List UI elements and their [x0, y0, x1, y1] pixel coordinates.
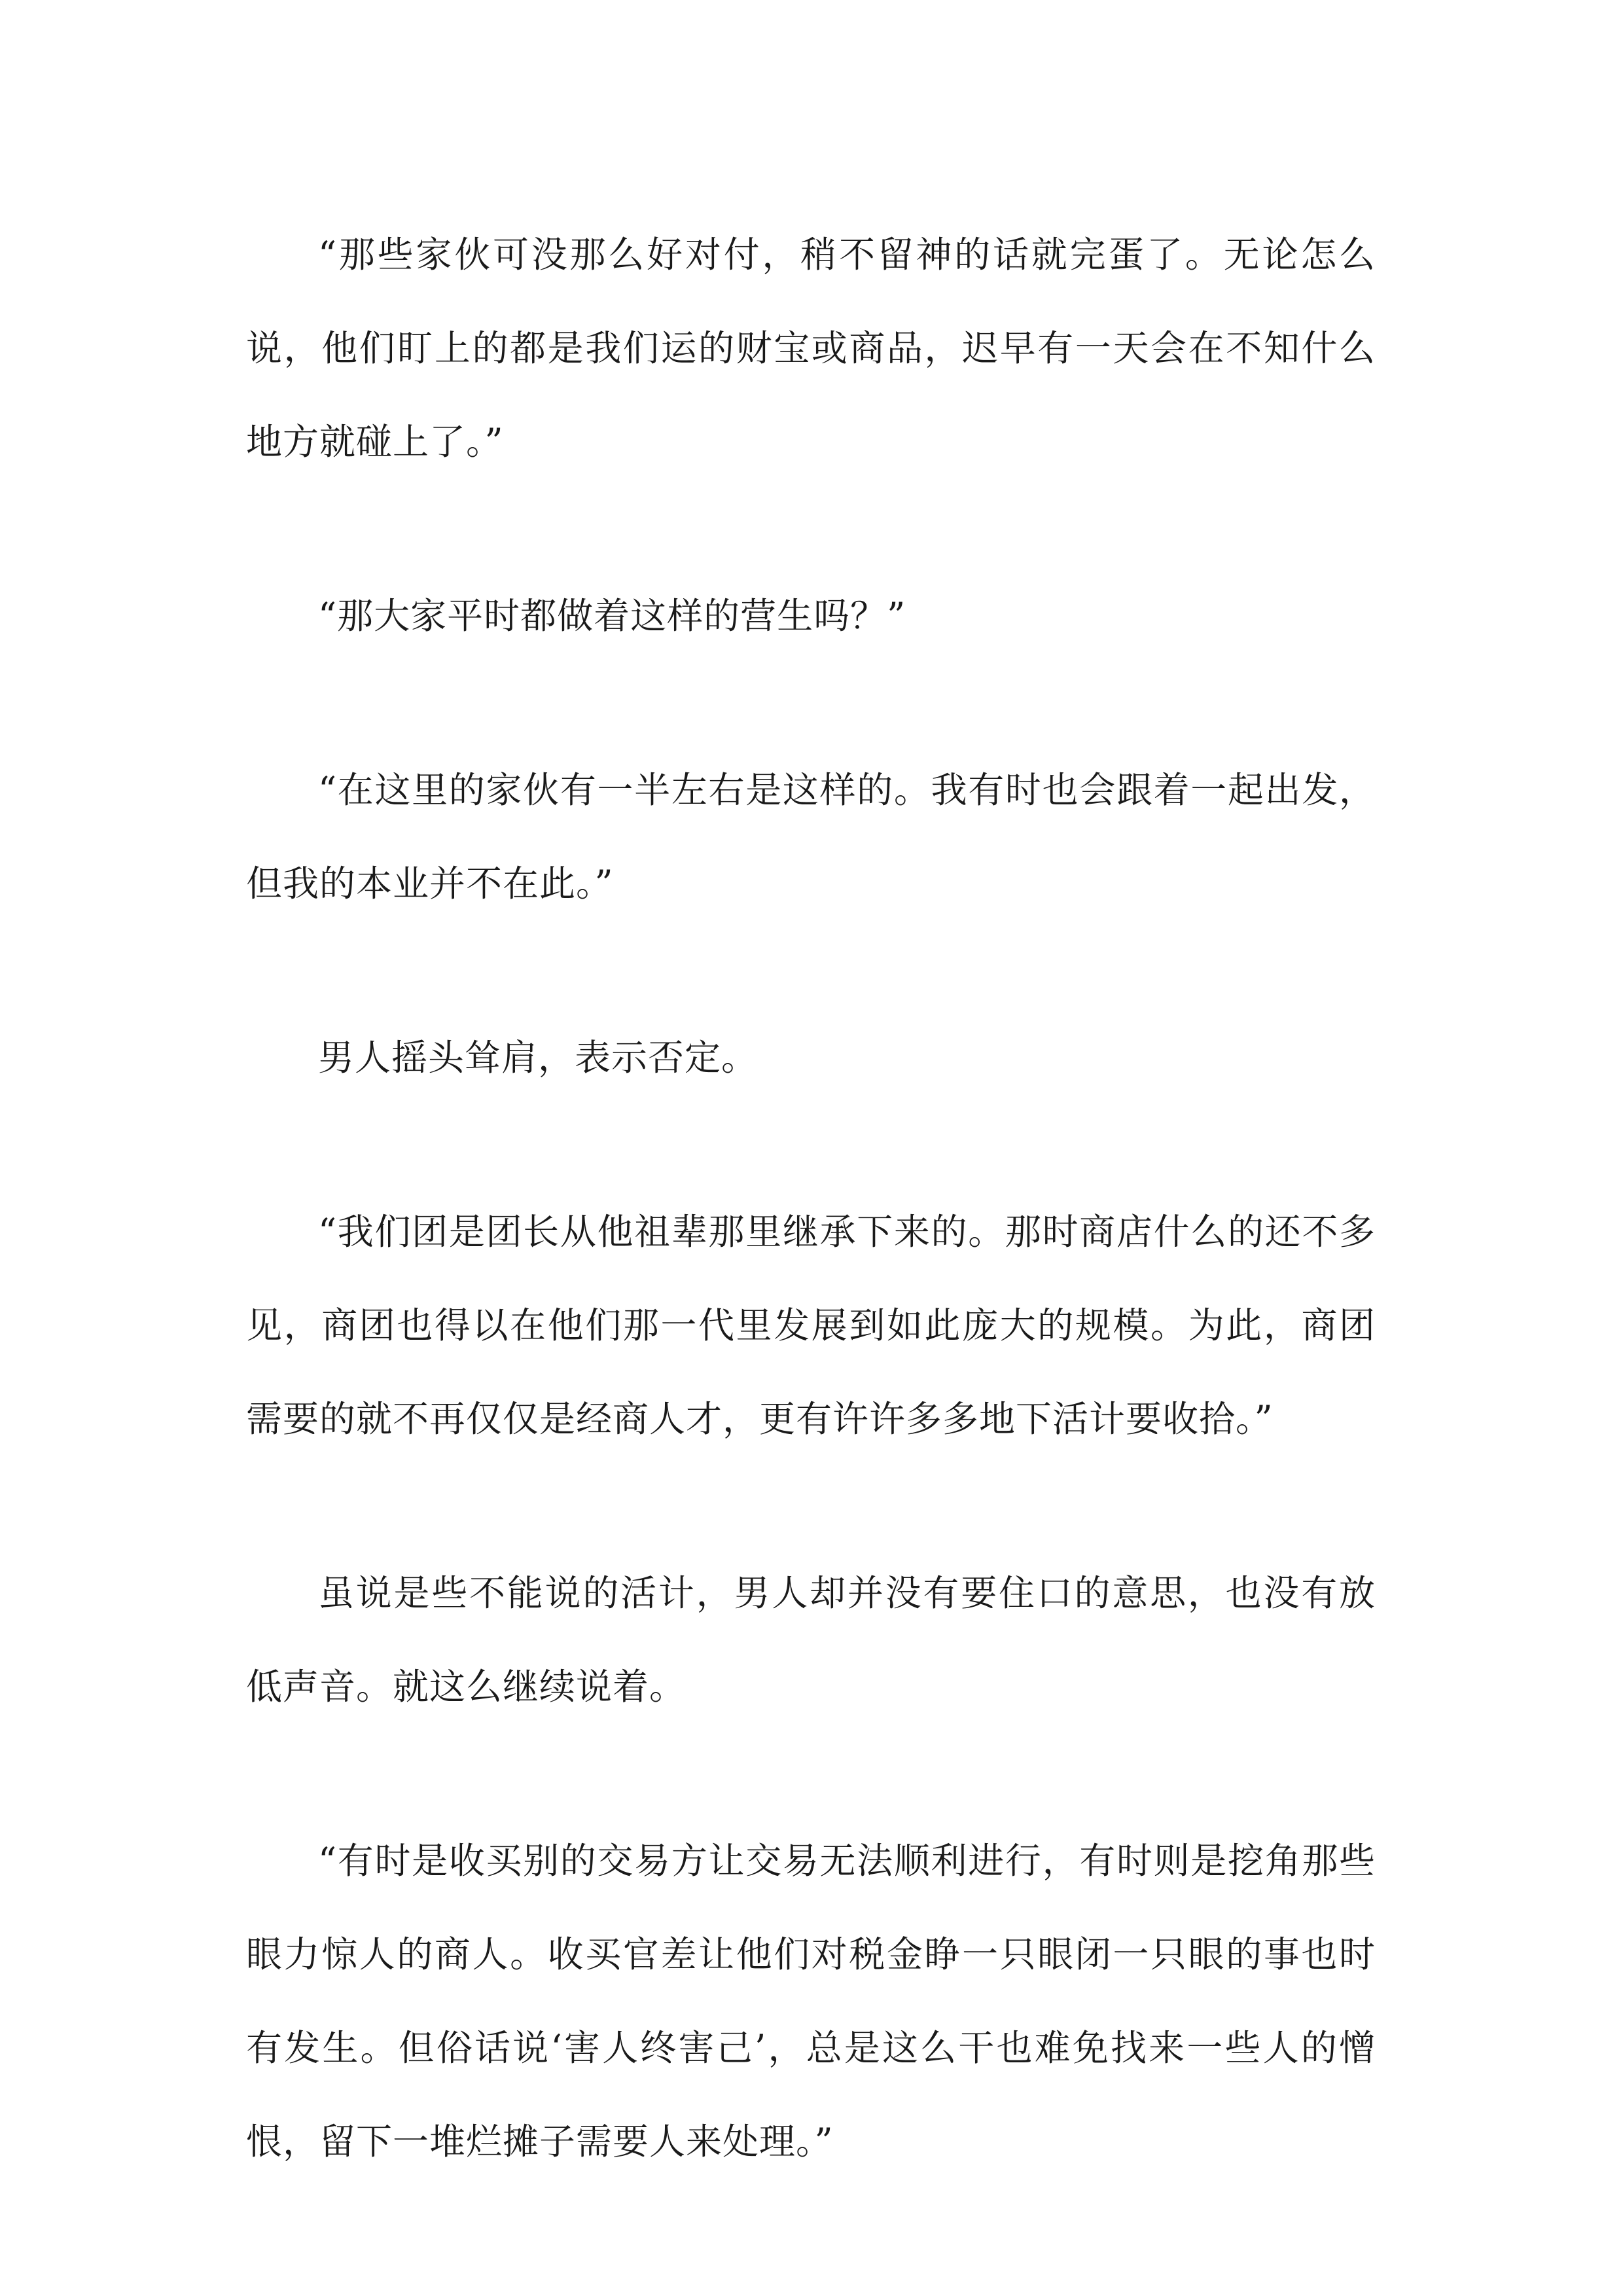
paragraph-5: “我们团是团长从他祖辈那里继承下来的。那时商店什么的还不多见，商团也得以在他们那一代里发展到如此庞大的规模。为此，商团需要的就不再仅仅是经商人才，更有许许多多地下活计要收拾。”	[246, 1211, 1376, 1440]
paragraph-7: “有时是收买别的交易方让交易无法顺利进行，有时则是挖角那些眼力惊人的商人。收买官差让他们对税金睁一只眼闭一只眼的事也时有发生。但俗话说‘害人终害己’，总是这么干也难免找来一些人的憎恨，留下一堆烂摊子需要人来处理。”	[246, 1840, 1376, 2162]
paragraph-4: 男人摇头耸肩，表示否定。	[318, 1037, 758, 1079]
paragraph-1: “那些家伙可没那么好对付，稍不留神的话就完蛋了。无论怎么说，他们盯上的都是我们运的财宝或商品，迟早有一天会在不知什么地方就碰上了。”	[246, 234, 1376, 463]
paragraph-2: “那大家平时都做着这样的营生吗？”	[318, 595, 906, 637]
paragraph-3: “在这里的家伙有一半左右是这样的。我有时也会跟着一起出发，但我的本业并不在此。”	[246, 769, 1376, 905]
document-body	[246, 208, 1376, 2189]
paragraph-6: 虽说是些不能说的活计，男人却并没有要住口的意思，也没有放低声音。就这么继续说着。	[246, 1572, 1376, 1708]
